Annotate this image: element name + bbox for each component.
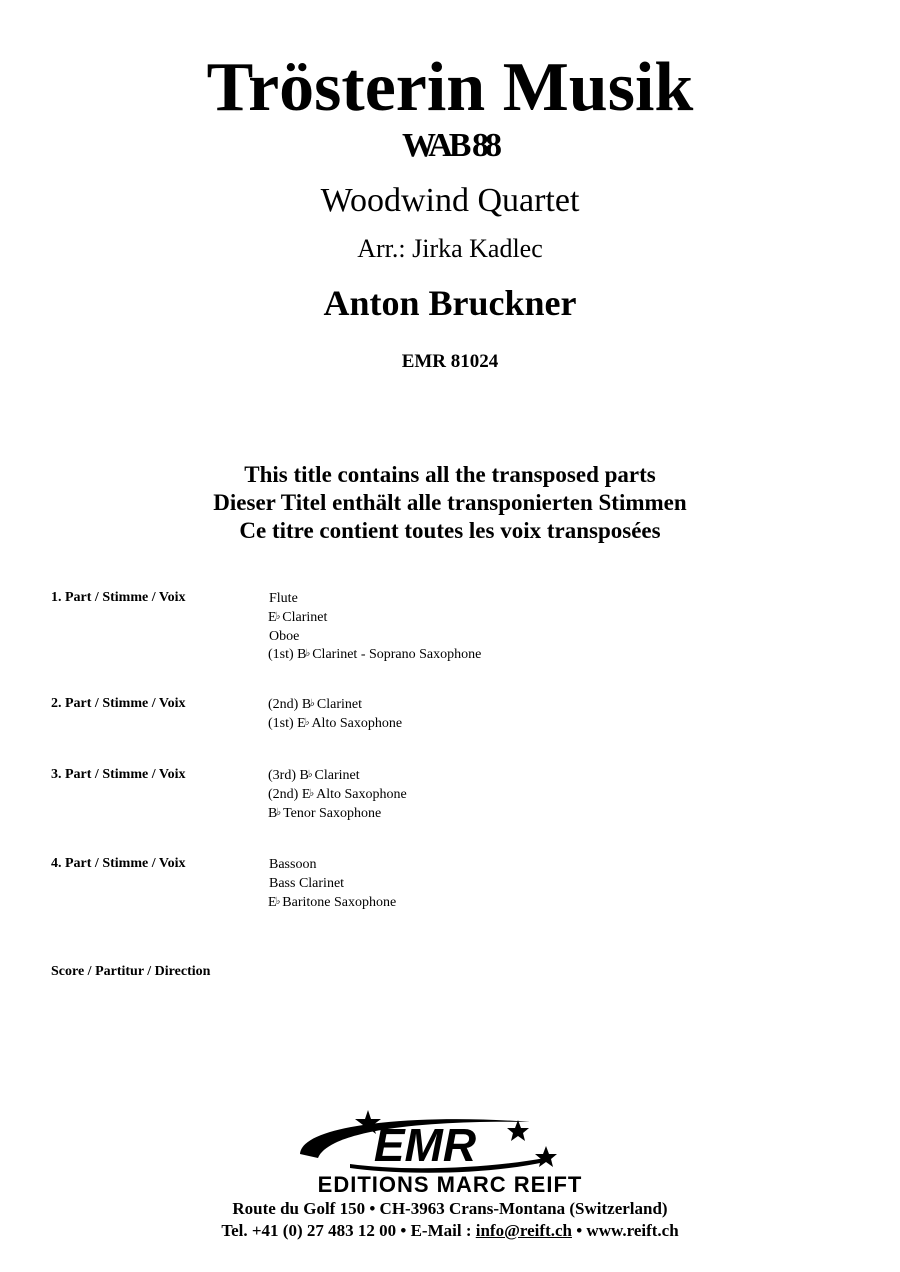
publisher-name: EDITIONS MARC REIFT [317, 1172, 583, 1197]
composer-name: Anton Bruckner [323, 283, 577, 323]
phone-text: Tel. +41 (0) 27 483 12 00 • E-Mail : [221, 1221, 476, 1240]
publisher-address [0, 1198, 900, 1242]
email-link[interactable]: info@reift.ch [475, 1221, 572, 1240]
score-label: Score / Partitur / Direction [51, 964, 211, 979]
star-icon [535, 1146, 557, 1167]
emr-logo [240, 1106, 660, 1198]
part-3-label: 3. Part / Stimme / Voix [51, 767, 186, 782]
notice-english: This title contains all the transposed parts [244, 462, 656, 487]
instrument-item: E♭ Baritone Saxophone [268, 894, 397, 910]
edition-number: EMR 81024 [401, 351, 499, 372]
part-4-instruments [268, 855, 396, 911]
part-2-label: 2. Part / Stimme / Voix [51, 696, 186, 711]
web-text: • www.reift.ch [571, 1221, 679, 1240]
part-2-instruments [268, 695, 402, 733]
piece-title: Trösterin Musik [206, 49, 694, 126]
instrument-item: Bass Clarinet [269, 875, 345, 891]
part-1-instruments [268, 589, 481, 664]
instrument-item: E♭ Clarinet [268, 609, 328, 625]
ensemble-label: Woodwind Quartet [320, 182, 580, 219]
part-3-instruments [268, 766, 407, 822]
catalog-number: WAB 88 [402, 127, 498, 164]
part-1-label: 1. Part / Stimme / Voix [51, 590, 186, 605]
instrument-item: (3rd) B♭ Clarinet [268, 768, 360, 783]
arranger-credit: Arr.: Jirka Kadlec [357, 234, 543, 263]
instrument-item: (1st) E♭ Alto Saxophone [268, 715, 403, 731]
instrument-item: Bassoon [269, 857, 317, 872]
instrument-item: (2nd) E♭ Alto Saxophone [268, 786, 407, 802]
logo-text: EMR [373, 1119, 477, 1171]
instrument-item: Oboe [269, 628, 300, 644]
instrument-item: B♭ Tenor Saxophone [268, 805, 382, 821]
instrument-item: (1st) B♭ Clarinet - Soprano Saxophone [268, 647, 482, 663]
transposed-parts-notice [0, 461, 900, 545]
instrument-item: (2nd) B♭ Clarinet [268, 697, 362, 712]
instrument-item: Flute [269, 591, 298, 606]
address-line: Route du Golf 150 • CH-3963 Crans-Montana (Switzerland) [232, 1199, 668, 1218]
contact-line [0, 1220, 900, 1242]
star-icon [507, 1120, 529, 1141]
notice-french: Ce titre contient toutes les voix transposées [239, 518, 661, 543]
part-4-label: 4. Part / Stimme / Voix [51, 856, 186, 871]
notice-german: Dieser Titel enthält alle transponierten Stimmen [213, 490, 687, 515]
